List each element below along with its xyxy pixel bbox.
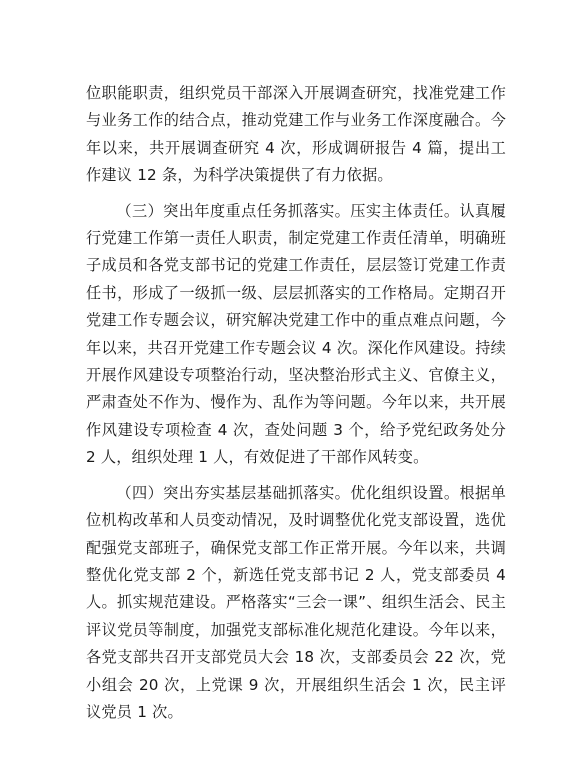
paragraph-continued: 位职能职责，组织党员干部深入开展调查研究，找准党建工作与业务工作的结合点，推动党建工作与业务工作深度融合。今年以来，共开展调查研究 4 次，形成调研报告 4 篇，提出工作建议 12 条，为科学决策提供了有力依据。 [86, 84, 506, 185]
paragraph-section-4: （四）突出夯实基层基础抓落实。优化组织设置。根据单位机构改革和人员变动情况，及时调整优化党支部设置，选优配强党支部班子，确保党支部工作正常开展。今年以来，共调整优化党支部 2 个，新选任党支部书记 2 人，党支部委员 4 人。抓实规范建设。严格落实“三会一课”、组织生活会、民主评议党员等制度，加强党支部标准化规范化建设。今年以来，各党支部共召开支部党员大会 18 次，支部委员会 22 次，党小组会 20 次，上党课 9 次，开展组织生活会 1 次，民主评议党员 1 次。 [86, 483, 506, 721]
document-page [86, 80, 506, 726]
paragraph-section-3: （三）突出年度重点任务抓落实。压实主体责任。认真履行党建工作第一责任人职责，制定党建工作责任清单，明确班子成员和各党支部书记的党建工作责任，层层签订党建工作责任书，形成了一级抓一级、层层抓落实的工作格局。定期召开党建工作专题会议，研究解决党建工作中的重点难点问题，今年以来，共召开党建工作专题会议 4 次。深化作风建设。持续开展作风建设专项整治行动，坚决整治形式主义、官僚主义，严肃查处不作为、慢作为、乱作为等问题。今年以来，共开展作风建设专项检查 4 次，查处问题 3 个，给予党纪政务处分 2 人，组织处理 1 人，有效促进了干部作风转变。 [86, 201, 506, 467]
